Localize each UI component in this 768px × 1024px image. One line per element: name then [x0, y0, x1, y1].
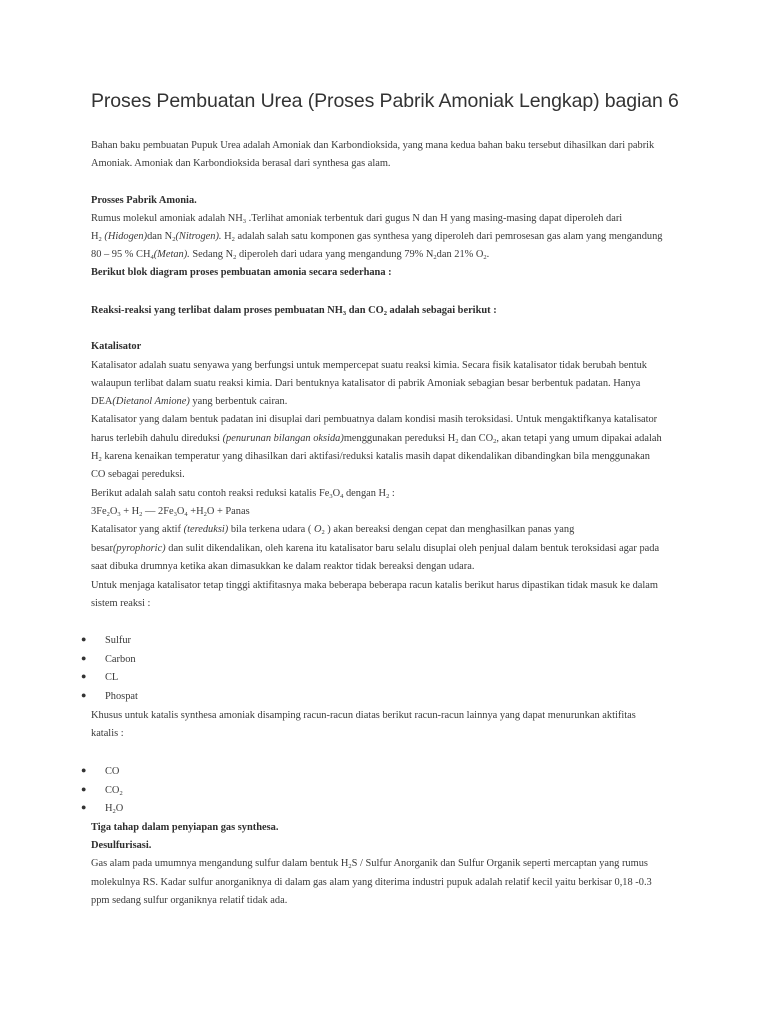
bullet-icon: ●: [81, 634, 87, 644]
list-item: $CO_2$: [105, 785, 123, 797]
bullet-icon: ●: [81, 765, 87, 775]
bullet-icon: ●: [81, 653, 87, 663]
intro-line-1: Bahan baku pembuatan Pupuk Urea adalah Amoniak dan Karbondioksida, yang mana kedua bahan baku tersebut dihasilkan dari pabrik: [91, 140, 655, 151]
katalisator-line-1: Katalisator adalah suatu senyawa yang berfungsi untuk mempercepat suatu reaksi kimia. Secara fisik katalisator tidak berubah bentuk: [91, 360, 648, 371]
list-item: Phospat: [105, 691, 138, 702]
block-diagram-caption: Berikut blok diagram proses pembuatan amonia secara sederhana :: [91, 267, 392, 278]
gas-synthesa-heading: Tiga tahap dalam penyiapan gas synthesa.: [91, 822, 279, 833]
list-item: CO: [105, 766, 120, 777]
amonia-line-3: 80 – 95 % $CH_4(Metan)$. Sedang $N_2$ diperoleh dari udara yang mengandung 79% $N_2dan$ 21% $O_2$.: [91, 249, 490, 261]
khusus-line-1: Khusus untuk katalis synthesa amoniak disamping racun-racun diatas berikut racun-racun lainnya yang dapat menurunkan aktifitas: [91, 710, 636, 721]
list-item: Sulfur: [105, 635, 131, 646]
bullet-icon: ●: [81, 671, 87, 681]
list-item: Carbon: [105, 654, 136, 665]
active-catalyst-line-1: Katalisator yang aktif (tereduksi) bila terkena udara ( $O_2$ ) akan bereaksi dengan cepat dan menghasilkan panas yang: [91, 524, 575, 536]
intro-line-2: Amoniak. Amoniak dan Karbondioksida berasal dari synthesa gas alam.: [91, 158, 391, 169]
katalisator-line-7: CO sebagai pereduksi.: [91, 469, 185, 480]
amonia-line-2: $H_2$ (Hidogen)dan $N_2(Nitrogen)$. $H_2$ adalah salah satu komponen gas synthesa yang diperoleh dari pemrosesan gas alam yang mengandung: [91, 231, 663, 243]
khusus-line-2: katalis :: [91, 728, 124, 739]
reduction-equation: $3Fe_2O_3 + H_2$ — $2Fe_3O_4 +H_2O$ + Panas: [91, 506, 250, 518]
list-item: CL: [105, 672, 119, 683]
amonia-line-1: Rumus molekul amoniak adalah $NH_3$ .Terlihat amoniak terbentuk dari gugus N dan H yang masing-masing dapat diperoleh dari: [91, 213, 623, 225]
katalisator-line-2: walaupun terlibat dalam suatu reaksi kimia. Dari bentuknya katalisator di pabrik Amoniak sebagian besar berbentuk padatan. Hanya: [91, 378, 641, 389]
reactions-caption: Reaksi-reaksi yang terlibat dalam proses pembuatan $NH_3$ dan $CO_2$ adalah sebagai berikut :: [91, 305, 497, 317]
desulfurisasi-heading: Desulfurisasi.: [91, 840, 152, 851]
poison-intro-line-2: sistem reaksi :: [91, 598, 151, 609]
katalisator-line-4: Katalisator yang dalam bentuk padatan ini disuplai dari pembuatnya dalam kondisi masih teroksidasi. Untuk mengaktifkanya katalisator: [91, 414, 658, 425]
active-catalyst-line-2: besar(pyrophoric) dan sulit dikendalikan, oleh karena itu katalisator baru selalu disuplai oleh penjual dalam bentuk teroksidasi agar pada: [91, 543, 660, 554]
bullet-icon: ●: [81, 690, 87, 700]
list-item: $H_2O$: [105, 803, 124, 815]
active-catalyst-line-3: saat dibuka drumnya ketika akan dimasukkan ke dalam reaktor tidak bereaksi dengan udara.: [91, 561, 475, 572]
desulfurisasi-line-1: Gas alam pada umumnya mengandung sulfur dalam bentuk $H_2S$ / Sulfur Anorganik dan Sulfur Organik seperti mercaptan yang rumus: [91, 858, 648, 870]
desulfurisasi-line-3: ppm sedang sulfur organiknya relatif tidak ada.: [91, 895, 288, 906]
katalisator-heading: Katalisator: [91, 341, 142, 352]
bullet-icon: ●: [81, 784, 87, 794]
bullet-icon: ●: [81, 802, 87, 812]
katalisator-line-5: harus terlebih dahulu direduksi (penurunan bilangan oksida)menggunakan pereduksi $H_2$ dan $CO_2$, akan tetapi yang umum dipakai adalah: [91, 433, 662, 445]
katalisator-line-3: DEA(Dietanol Amione) yang berbentuk cairan.: [91, 396, 288, 407]
katalisator-line-6: $H_2$ karena kenaikan temperatur yang dihasilkan dari aktifasi/reduksi katalis masih dapat dikendalikan dibandingkan bila menggunakan: [91, 451, 650, 463]
poison-intro-line-1: Untuk menjaga katalisator tetap tinggi aktifitasnya maka beberapa beberapa racun katalis berikut harus dipastikan tidak masuk ke dalam: [91, 580, 658, 591]
reduction-example: Berikut adalah salah satu contoh reaksi reduksi katalis $Fe_3O_4$ dengan $H_2$ :: [91, 488, 395, 500]
desulfurisasi-line-2: molekulnya RS. Kadar sulfur anorganiknya di dalam gas alam yang diterima industri pupuk adalah relatif kecil yaitu berkisar 0,18 -0.3: [91, 877, 652, 888]
page-title: Proses Pembuatan Urea (Proses Pabrik Amoniak Lengkap) bagian 6: [91, 90, 679, 112]
amonia-heading: Prosses Pabrik Amonia.: [91, 195, 197, 206]
